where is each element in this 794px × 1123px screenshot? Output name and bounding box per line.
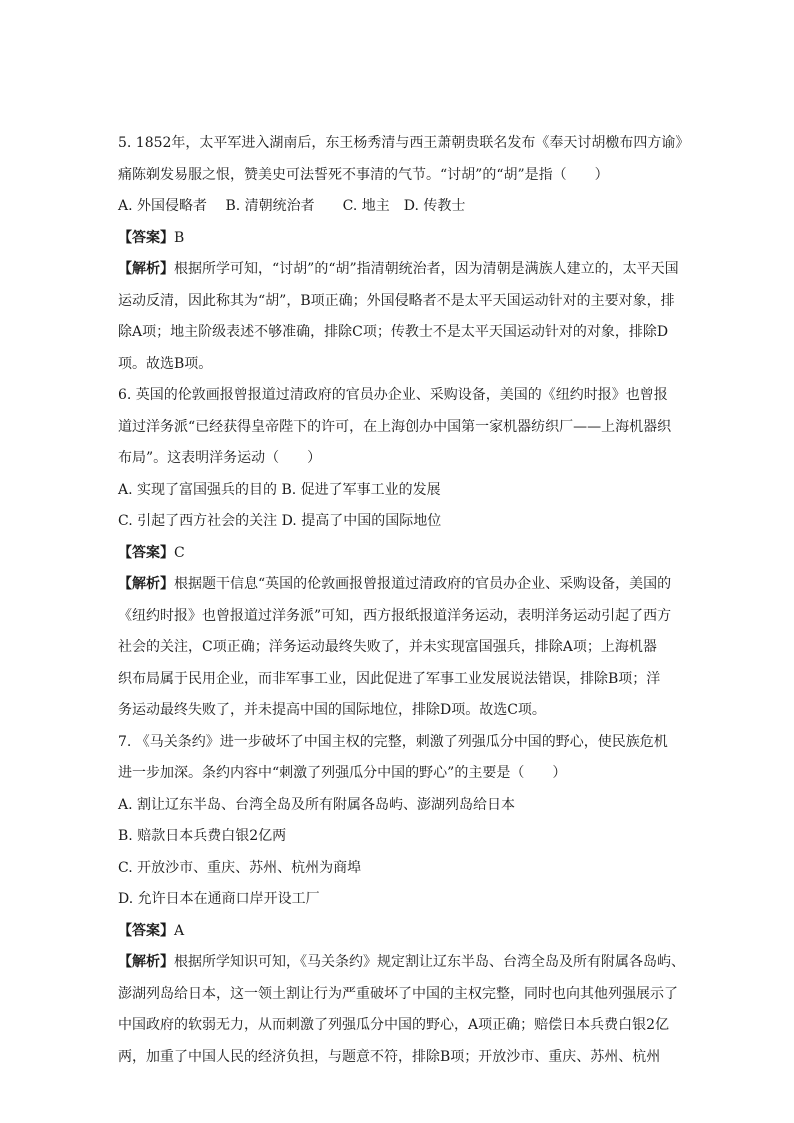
analysis-line: 务运动最终失败了，并未提高中国的国际地位，排除D项。故选C项。	[118, 702, 546, 718]
question-stem-line: 布局”。这表明洋务运动（ ）	[118, 450, 322, 466]
question-stem-line: 7. 《马关条约》进一步破坏了中国主权的完整，刺激了列强瓜分中国的野心，使民族危机	[118, 733, 668, 750]
analysis-line	[118, 254, 678, 286]
answer-tag: 【答案】	[118, 922, 174, 939]
analysis-line: 澎湖列岛给日本，这一领土割让行为严重破坏了中国的主权完整，同时也向其他列强展示了	[118, 985, 678, 1002]
analysis-line: 中国政府的软弱无力，从而刺激了列强瓜分中国的野心，A项正确；赔偿日本兵费白银2亿	[118, 1017, 670, 1033]
analysis-tag: 【解析】	[118, 261, 174, 277]
analysis-line: 除A项；地主阶级表述不够准确，排除C项；传教士不是太平天国运动针对的对象，排除D	[118, 324, 669, 340]
question-stem-line: 6. 英国的伦敦画报曾报道过清政府的官员办企业、采购设备，美国的《纽约时报》也曾报	[118, 387, 668, 403]
question-5	[118, 128, 690, 380]
analysis-text: 根据题干信息“英国的伦敦画报曾报道过清政府的官员办企业、采购设备，美国的	[174, 576, 672, 592]
analysis-tag: 【解析】	[118, 954, 174, 970]
option-line: A. 割让辽东半岛、台湾全岛及所有附属各岛屿、澎湖列岛给日本	[118, 796, 516, 813]
answer-line	[118, 916, 678, 948]
answer-line	[118, 538, 678, 570]
document-page	[118, 128, 690, 1073]
question-stem-line: 道过洋务派“已经获得皇帝陛下的许可，在上海创办中国第一家机器纺织厂——上海机器织	[118, 418, 672, 435]
answer-value: C	[174, 544, 185, 561]
answer-value: B	[174, 229, 185, 246]
analysis-text: 根据所学知识可知，《马关条约》规定割让辽东半岛、台湾全岛及所有附属各岛屿、	[174, 954, 685, 970]
question-stem-line: 5. 1852年，太平军进入湖南后，东王杨秀清与西王萧朝贵联名发布《奉天讨胡檄布四方谕》	[118, 135, 690, 151]
analysis-line	[118, 947, 685, 979]
option-line: A. 实现了富国强兵的目的 B. 促进了军事工业的发展	[118, 481, 441, 498]
analysis-line: 运动反清，因此称其为“胡”，B项正确；外国侵略者不是太平天国运动针对的主要对象，排	[118, 292, 675, 309]
option-line: D. 允许日本在通商口岸开设工厂	[118, 891, 320, 907]
answer-value: A	[174, 922, 185, 939]
option-line: A. 外国侵略者 B. 清朝统治者 C. 地主 D. 传教士	[118, 198, 466, 214]
question-stem-line: 痛陈剃发易服之恨，赞美史可法誓死不事清的气节。“讨胡”的“胡”是指（ ）	[118, 166, 609, 183]
option-line: C. 引起了西方社会的关注 D. 提高了中国的国际地位	[118, 513, 442, 529]
analysis-line: 两，加重了中国人民的经济负担，与题意不符，排除B项；开放沙市、重庆、苏州、杭州	[118, 1048, 661, 1065]
analysis-text: 根据所学可知，“讨胡”的“胡”指清朝统治者，因为清朝是满族人建立的，太平天国	[174, 261, 679, 277]
answer-tag: 【答案】	[118, 229, 174, 246]
option-line: C. 开放沙市、重庆、苏州、杭州为商埠	[118, 859, 362, 876]
analysis-line: 织布局属于民用企业，而非军事工业，因此促进了军事工业发展说法错误，排除B项；洋	[118, 670, 661, 687]
answer-tag: 【答案】	[118, 544, 174, 561]
answer-line	[118, 223, 678, 255]
question-7	[118, 727, 685, 1074]
analysis-tag: 【解析】	[118, 576, 174, 592]
analysis-line	[118, 569, 678, 601]
option-line: B. 赔款日本兵费白银2亿两	[118, 828, 287, 844]
question-stem-line: 进一步加深。条约内容中“刺激了列强瓜分中国的野心”的主要是（ ）	[118, 765, 567, 781]
analysis-line: 项。故选B项。	[118, 355, 213, 372]
question-6	[118, 380, 678, 727]
analysis-line: 《纽约时报》也曾报道过洋务派”可知，西方报纸报道洋务运动，表明洋务运动引起了西方	[118, 607, 672, 624]
analysis-line: 社会的关注，C项正确；洋务运动最终失败了，并未实现富国强兵，排除A项；上海机器	[118, 639, 657, 655]
